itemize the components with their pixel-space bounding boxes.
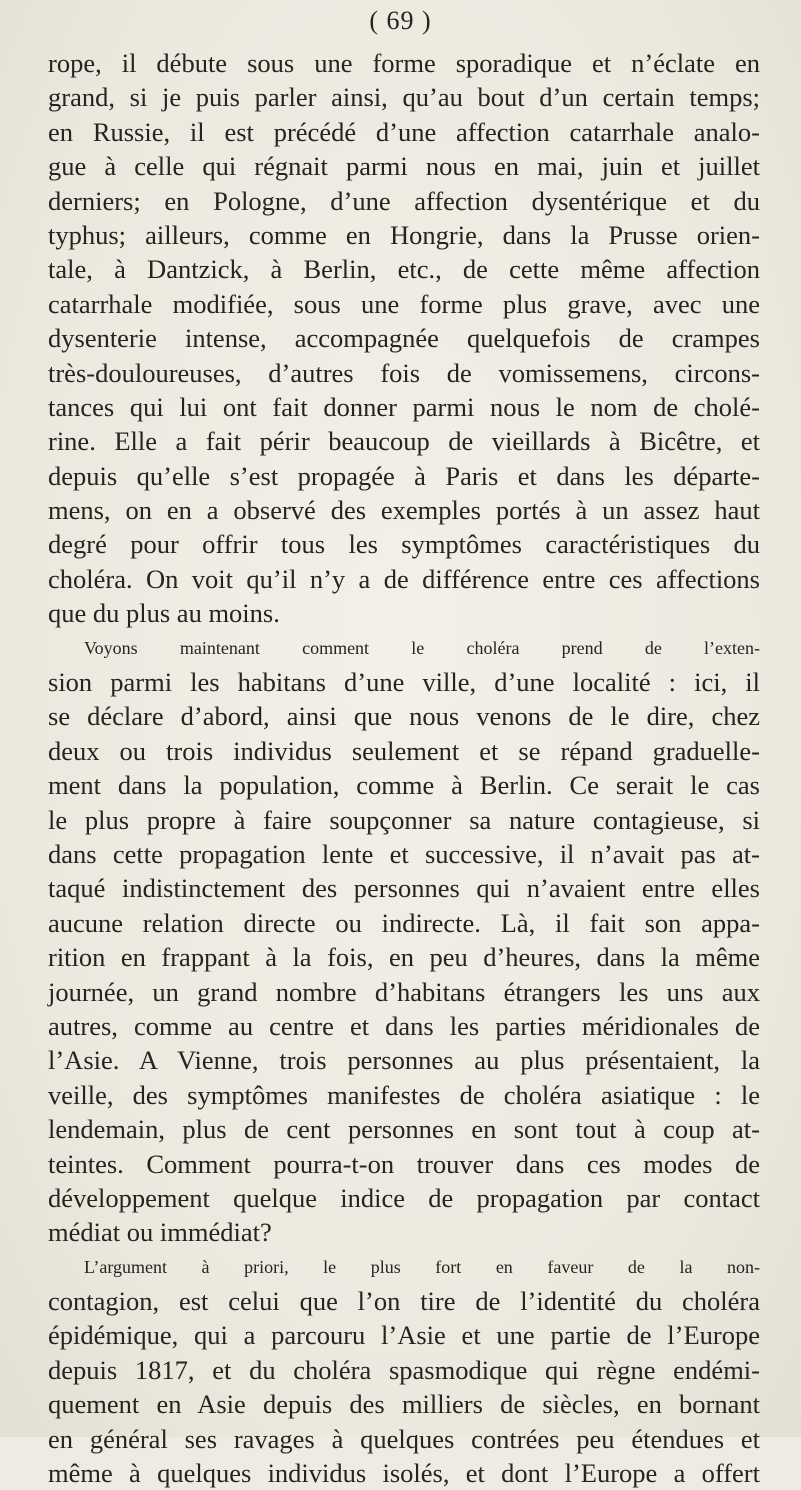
text-line: en Russie, il est précédé d’une affection catarrhale analo- <box>48 116 760 147</box>
text-line: gue à celle qui régnait parmi nous en mai, juin et juillet <box>48 151 760 182</box>
text-line: grand, si je puis parler ainsi, qu’au bout d’un certain temps; <box>48 82 760 113</box>
text-line: L’argument à priori, le plus fort en faveur de la non- <box>84 1256 760 1277</box>
text-line: l’Asie. A Vienne, trois personnes au plus présentaient, la <box>48 1045 760 1076</box>
text-line: lendemain, plus de cent personnes en sont tout à coup at- <box>48 1114 760 1145</box>
text-line: ment dans la population, comme à Berlin. Ce serait le cas <box>48 770 760 801</box>
text-line: dysenterie intense, accompagnée quelquefois de crampes <box>48 323 760 354</box>
text-line: deux ou trois individus seulement et se répand graduelle- <box>48 735 760 766</box>
text-line: depuis qu’elle s’est propagée à Paris et dans les départe- <box>48 460 760 491</box>
text-line: le plus propre à faire soupçonner sa nature contagieuse, si <box>48 804 760 835</box>
text-line: teintes. Comment pourra-t-on trouver dans ces modes de <box>48 1148 760 1179</box>
text-line: taqué indistinctement des personnes qui n’avaient entre elles <box>48 873 760 904</box>
text-line: catarrhale modifiée, sous une forme plus grave, avec une <box>48 288 760 319</box>
text-line: quement en Asie depuis des milliers de siècles, en bornant <box>48 1389 760 1420</box>
page-text <box>48 46 760 1490</box>
text-line: depuis 1817, et du choléra spasmodique qui règne endémi- <box>48 1354 760 1385</box>
text-line: très-douloureuses, d’autres fois de vomissemens, circons- <box>48 357 760 388</box>
paragraph <box>48 1250 760 1490</box>
text-line: en général ses ravages à quelques contrées peu étendues et <box>48 1423 760 1454</box>
text-line: derniers; en Pologne, d’une affection dysentérique et du <box>48 185 760 216</box>
text-line: tances qui lui ont fait donner parmi nous le nom de cholé- <box>48 391 760 422</box>
text-line: développement quelque indice de propagation par contact <box>48 1182 760 1213</box>
text-line: même à quelques individus isolés, et dont l’Europe a offert <box>48 1458 760 1489</box>
text-line: Voyons maintenant comment le choléra prend de l’exten- <box>84 637 760 658</box>
text-line: rine. Elle a fait périr beaucoup de vieillards à Bicêtre, et <box>48 426 760 457</box>
paragraph <box>48 631 760 1250</box>
text-line: mens, on en a observé des exemples portés à un assez haut <box>48 495 760 526</box>
text-line: sion parmi les habitans d’une ville, d’une localité : ici, il <box>48 667 760 698</box>
page-number: ( 69 ) <box>369 6 432 35</box>
text-line: se déclare d’abord, ainsi que nous venons de le dire, chez <box>48 701 760 732</box>
text-line: veille, des symptômes manifestes de choléra asiatique : le <box>48 1079 760 1110</box>
text-line: rition en frappant à la fois, en peu d’heures, dans la même <box>48 942 760 973</box>
text-line: autres, comme au centre et dans les parties méridionales de <box>48 1010 760 1041</box>
text-line: que du plus au moins. <box>48 598 280 629</box>
text-line: journée, un grand nombre d’habitans étrangers les uns aux <box>48 976 760 1007</box>
text-line: aucune relation directe ou indirecte. Là, il fait son appa- <box>48 907 760 938</box>
text-line: degré pour offrir tous les symptômes caractéristiques du <box>48 529 760 560</box>
text-line: typhus; ailleurs, comme en Hongrie, dans la Prusse orien- <box>48 219 760 250</box>
paragraph <box>48 46 760 631</box>
text-line: dans cette propagation lente et successive, il n’avait pas at- <box>48 838 760 869</box>
text-line: tale, à Dantzick, à Berlin, etc., de cette même affection <box>48 254 760 285</box>
text-line: épidémique, qui a parcouru l’Asie et une partie de l’Europe <box>48 1320 760 1351</box>
text-line: médiat ou immédiat? <box>48 1217 272 1248</box>
text-line: contagion, est celui que l’on tire de l’identité du choléra <box>48 1286 760 1317</box>
text-line: rope, il débute sous une forme sporadique et n’éclate en <box>48 48 760 78</box>
text-line: choléra. On voit qu’il n’y a de différence entre ces affections <box>48 563 760 594</box>
